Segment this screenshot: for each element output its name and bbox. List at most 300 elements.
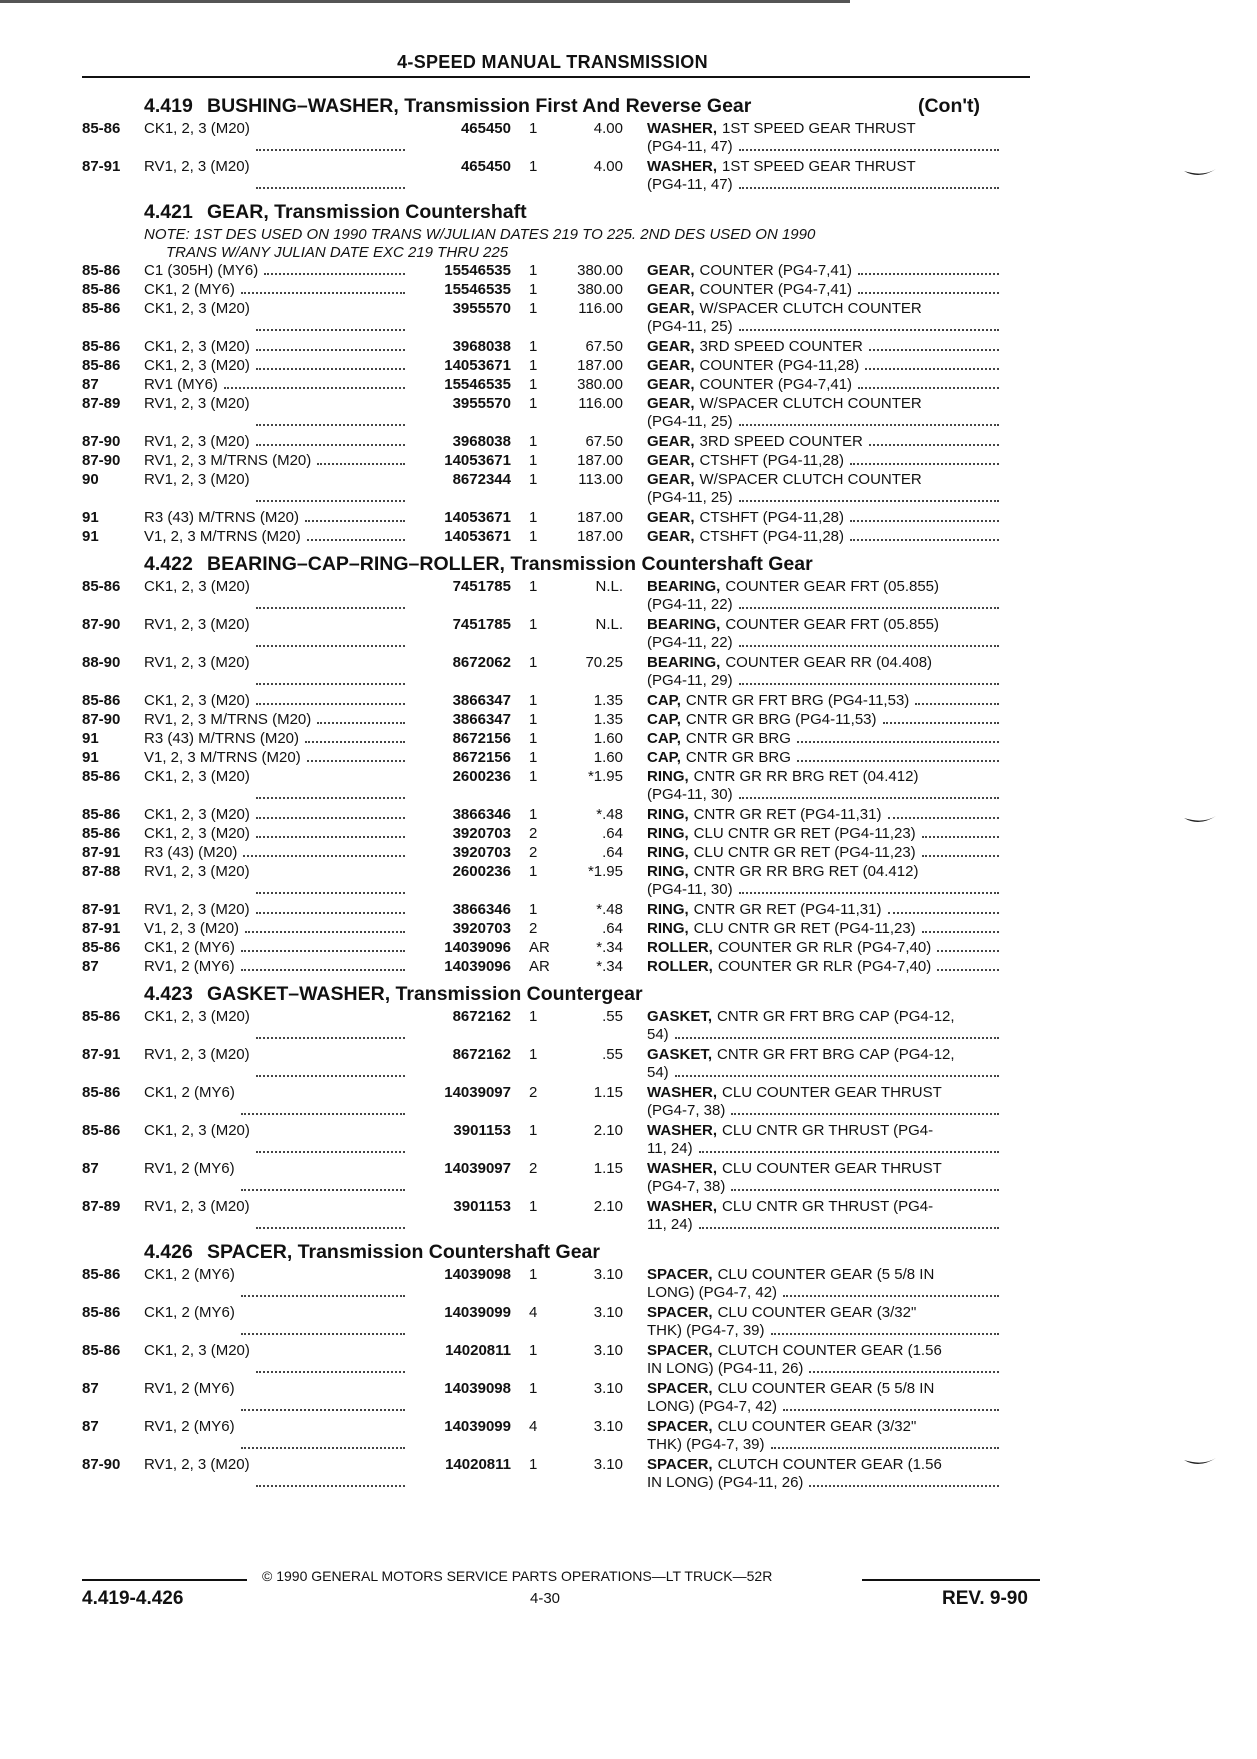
application	[144, 1342, 409, 1378]
part-type: GASKET,	[647, 1008, 713, 1025]
application	[144, 768, 409, 804]
part-row	[82, 395, 1042, 431]
price: 380.00	[577, 281, 623, 298]
price: 1.15	[593, 1160, 623, 1177]
price: 4.00	[593, 158, 623, 175]
leader-dots	[850, 509, 999, 522]
description-continued: 11, 24)	[647, 1216, 693, 1233]
binder-mark	[1183, 815, 1217, 827]
leader-dots	[256, 863, 405, 894]
description	[623, 1008, 999, 1044]
application	[144, 338, 409, 356]
quantity: AR	[529, 958, 550, 975]
description-text: CNTR GR FRT BRG CAP (PG4-12,	[717, 1008, 955, 1025]
description-text: CLU COUNTER GEAR (5 5/8 IN	[717, 1380, 935, 1397]
description-text: COUNTER GEAR FRT (05.855)	[725, 616, 940, 633]
application	[144, 1160, 409, 1196]
part-number: 3955570	[452, 300, 511, 317]
model-years: 87-91	[82, 1046, 121, 1063]
part-number: 14039097	[444, 1160, 511, 1177]
description	[623, 578, 999, 614]
model-years: 85-86	[82, 281, 121, 298]
part-type: GEAR,	[647, 528, 695, 545]
model-years: 87-90	[82, 616, 121, 633]
description-continued: (PG4-11, 30)	[647, 881, 733, 898]
part-row	[82, 768, 1042, 804]
description-line	[647, 1322, 999, 1340]
part-number: 14039097	[444, 1084, 511, 1101]
model-years: 91	[82, 730, 99, 747]
part-row	[82, 825, 1042, 843]
leader-dots	[264, 262, 405, 275]
price: *1.95	[587, 768, 623, 785]
price: 70.25	[585, 654, 623, 671]
description-line	[647, 692, 999, 710]
part-type: RING,	[647, 825, 689, 842]
part-number: 3968038	[452, 433, 511, 450]
leader-dots	[256, 692, 405, 705]
section-number: 4.419	[144, 95, 193, 117]
quantity: 1	[529, 749, 538, 766]
application	[144, 939, 409, 957]
quantity: 1	[529, 616, 538, 633]
part-number: 7451785	[452, 578, 511, 595]
leader-dots	[783, 1284, 999, 1297]
quantity: 1	[529, 395, 538, 412]
part-type: WASHER,	[647, 120, 718, 137]
description-line	[647, 958, 999, 976]
application	[144, 1122, 409, 1158]
application	[144, 158, 409, 194]
leader-dots	[739, 489, 999, 502]
application	[144, 749, 409, 767]
description-text: CNTR GR FRT BRG (PG4-11,53)	[685, 692, 910, 709]
application-text: CK1, 2, 3 (M20)	[144, 825, 250, 842]
model-years: 85-86	[82, 578, 121, 595]
description-text: CNTR GR BRG	[685, 730, 791, 747]
part-row	[82, 920, 1042, 938]
part-number: 14053671	[444, 528, 511, 545]
application	[144, 654, 409, 690]
part-number: 14053671	[444, 452, 511, 469]
price: 2.10	[593, 1198, 623, 1215]
leader-dots	[699, 1216, 999, 1229]
description-text: CNTR GR BRG	[685, 749, 791, 766]
part-type: GEAR,	[647, 300, 695, 317]
part-row	[82, 1380, 1042, 1416]
leader-dots	[797, 749, 999, 762]
description-line	[647, 1304, 999, 1322]
leader-dots	[305, 509, 405, 522]
price: 1.60	[593, 730, 623, 747]
description	[623, 509, 999, 527]
description-line	[647, 1084, 999, 1102]
model-years: 85-86	[82, 1008, 121, 1025]
section-title	[82, 1240, 1042, 1264]
footer-rule-right	[862, 1579, 1040, 1581]
application	[144, 120, 409, 156]
description-continued: 54)	[647, 1026, 669, 1043]
part-type: RING,	[647, 920, 689, 937]
part-type: GEAR,	[647, 452, 695, 469]
quantity: 1	[529, 1266, 538, 1283]
leader-dots	[243, 844, 405, 857]
description-line	[647, 176, 999, 194]
leader-dots	[731, 1178, 999, 1191]
application	[144, 395, 409, 431]
description-text: CLU COUNTER GEAR (3/32"	[717, 1418, 917, 1435]
description-line	[647, 1160, 999, 1178]
quantity: 1	[529, 158, 538, 175]
description-text: CTSHFT (PG4-11,28)	[699, 452, 844, 469]
part-type: GEAR,	[647, 262, 695, 279]
leader-dots	[858, 262, 999, 275]
leader-dots	[241, 281, 405, 294]
description-line	[647, 1342, 999, 1360]
leader-dots	[888, 806, 1000, 819]
part-type: ROLLER,	[647, 939, 713, 956]
description-line	[647, 1474, 999, 1492]
leader-dots	[850, 528, 999, 541]
quantity: 1	[529, 471, 538, 488]
leader-dots	[865, 357, 999, 370]
quantity: 1	[529, 1046, 538, 1063]
application-text: RV1, 2, 3 (M20)	[144, 901, 250, 918]
description	[623, 939, 999, 957]
description-line	[647, 1178, 999, 1196]
description-line	[647, 578, 999, 596]
part-number: 14039099	[444, 1304, 511, 1321]
description-line	[647, 471, 999, 489]
leader-dots	[771, 1322, 999, 1335]
application	[144, 1046, 409, 1082]
description-text: COUNTER (PG4-7,41)	[699, 262, 853, 279]
leader-dots	[883, 711, 1000, 724]
quantity: 2	[529, 1084, 538, 1101]
application	[144, 1198, 409, 1234]
application	[144, 281, 409, 299]
model-years: 85-86	[82, 1342, 121, 1359]
description	[623, 768, 999, 804]
leader-dots	[256, 1198, 405, 1229]
description	[623, 300, 999, 336]
leader-dots	[739, 881, 999, 894]
price: N.L.	[595, 578, 623, 595]
quantity: 1	[529, 262, 538, 279]
application-text: CK1, 2, 3 (M20)	[144, 806, 250, 823]
model-years: 87-91	[82, 901, 121, 918]
leader-dots	[256, 1122, 405, 1153]
application	[144, 1418, 409, 1454]
part-type: SPACER,	[647, 1342, 713, 1359]
description	[623, 376, 999, 394]
description-continued: (PG4-11, 30)	[647, 786, 733, 803]
application-text: RV1, 2, 3 M/TRNS (M20)	[144, 711, 312, 728]
part-number: 14020811	[445, 1342, 511, 1359]
part-row	[82, 509, 1042, 527]
scan-top-edge	[0, 0, 850, 3]
parts-list	[82, 94, 1042, 1498]
description-line	[647, 262, 999, 280]
leader-dots	[922, 825, 999, 838]
section-number: 4.422	[144, 553, 193, 575]
price: 1.15	[593, 1084, 623, 1101]
part-number: 465450	[460, 120, 511, 137]
description	[623, 433, 999, 451]
quantity: 1	[529, 863, 538, 880]
description-line	[647, 654, 999, 672]
quantity: 4	[529, 1304, 538, 1321]
description-line	[647, 939, 999, 957]
application-text: RV1, 2 (MY6)	[144, 958, 235, 975]
description-line	[647, 634, 999, 652]
description-line	[647, 1436, 999, 1454]
part-number: 14039098	[444, 1266, 511, 1283]
model-years: 85-86	[82, 1304, 121, 1321]
application	[144, 262, 409, 280]
part-type: SPACER,	[647, 1304, 713, 1321]
part-type: GEAR,	[647, 338, 695, 355]
application-text: V1, 2, 3 (M20)	[144, 920, 240, 937]
model-years: 91	[82, 528, 99, 545]
description-line	[647, 1266, 999, 1284]
binder-mark	[1183, 168, 1217, 180]
description-line	[647, 300, 999, 318]
part-number: 8672344	[452, 471, 511, 488]
part-row	[82, 357, 1042, 375]
description-text: CLU COUNTER GEAR (5 5/8 IN	[717, 1266, 935, 1283]
application-text: RV1, 2, 3 (M20)	[144, 863, 250, 880]
price: 380.00	[577, 262, 623, 279]
leader-dots	[731, 1102, 999, 1115]
price: .55	[602, 1008, 623, 1025]
part-row	[82, 528, 1042, 546]
model-years: 87	[82, 958, 99, 975]
description-line	[647, 318, 999, 336]
application-text: RV1, 2 (MY6)	[144, 1418, 235, 1435]
leader-dots	[256, 1008, 405, 1039]
part-row	[82, 338, 1042, 356]
section-note	[82, 226, 1024, 262]
quantity: 4	[529, 1418, 538, 1435]
application	[144, 578, 409, 614]
part-row	[82, 1008, 1042, 1044]
quantity: 2	[529, 825, 538, 842]
description	[623, 357, 999, 375]
leader-dots	[809, 1360, 999, 1373]
quantity: 1	[529, 120, 538, 137]
application-text: CK1, 2, 3 (M20)	[144, 338, 250, 355]
application-text: RV1, 2 (MY6)	[144, 1380, 235, 1397]
section-number: 4.426	[144, 1241, 193, 1263]
leader-dots	[739, 138, 999, 151]
model-years: 85-86	[82, 300, 121, 317]
quantity: AR	[529, 939, 550, 956]
leader-dots	[241, 1084, 405, 1115]
description-line	[647, 749, 999, 767]
application	[144, 1304, 409, 1340]
model-years: 85-86	[82, 357, 121, 374]
description	[623, 1122, 999, 1158]
part-row	[82, 376, 1042, 394]
part-row	[82, 1046, 1042, 1082]
quantity: 1	[529, 806, 538, 823]
description	[623, 338, 999, 356]
description-continued: (PG4-11, 29)	[647, 672, 733, 689]
part-type: RING,	[647, 901, 689, 918]
part-type: GEAR,	[647, 471, 695, 488]
price: .64	[602, 825, 623, 842]
section-title	[82, 552, 1042, 576]
description-line	[647, 1064, 999, 1082]
application-text: CK1, 2, 3 (M20)	[144, 1342, 250, 1359]
leader-dots	[858, 376, 999, 389]
leader-dots	[937, 939, 999, 952]
leader-dots	[256, 768, 405, 799]
price: 187.00	[577, 509, 623, 526]
quantity: 1	[529, 452, 538, 469]
description-text: CLU CNTR GR RET (PG4-11,23)	[693, 844, 916, 861]
part-type: GEAR,	[647, 281, 695, 298]
part-row	[82, 120, 1042, 156]
application	[144, 616, 409, 652]
application-text: RV1, 2, 3 (M20)	[144, 471, 250, 488]
model-years: 87-90	[82, 433, 121, 450]
description-text: 3RD SPEED COUNTER	[699, 338, 863, 355]
model-years: 87-90	[82, 1456, 121, 1473]
quantity: 1	[529, 901, 538, 918]
description-line	[647, 616, 999, 634]
price: .64	[602, 844, 623, 861]
description	[623, 158, 999, 194]
description-continued: (PG4-11, 22)	[647, 596, 733, 613]
part-number: 3866347	[452, 711, 511, 728]
part-type: SPACER,	[647, 1456, 713, 1473]
description-continued: 54)	[647, 1064, 669, 1081]
part-number: 8672062	[452, 654, 511, 671]
section-4-419	[82, 94, 1042, 194]
part-row	[82, 749, 1042, 767]
model-years: 87	[82, 1380, 99, 1397]
model-years: 87-91	[82, 844, 121, 861]
description-line	[647, 596, 999, 614]
part-number: 15546535	[444, 262, 511, 279]
part-row	[82, 616, 1042, 652]
application	[144, 357, 409, 375]
description-line	[647, 863, 999, 881]
leader-dots	[739, 176, 999, 189]
description-continued: (PG4-11, 22)	[647, 634, 733, 651]
application	[144, 376, 409, 394]
part-number: 8672156	[452, 749, 511, 766]
leader-dots	[256, 300, 405, 331]
description-text: CLU CNTR GR RET (PG4-11,23)	[693, 920, 916, 937]
description-text: CNTR GR RET (PG4-11,31)	[693, 806, 882, 823]
quantity: 1	[529, 1122, 538, 1139]
part-number: 3920703	[452, 825, 511, 842]
leader-dots	[256, 357, 405, 370]
description-continued: (PG4-7, 38)	[647, 1178, 726, 1195]
section-name: BEARING–CAP–RING–ROLLER, Transmission Countershaft Gear	[207, 553, 813, 575]
price: *.48	[596, 806, 623, 823]
quantity: 1	[529, 528, 538, 545]
part-type: CAP,	[647, 711, 681, 728]
application-text: CK1, 2 (MY6)	[144, 1084, 235, 1101]
application-text: R3 (43) M/TRNS (M20)	[144, 730, 300, 747]
description-text: W/SPACER CLUTCH COUNTER	[699, 395, 922, 412]
application-text: C1 (305H) (MY6)	[144, 262, 259, 279]
model-years: 85-86	[82, 1266, 121, 1283]
application-text: RV1, 2, 3 M/TRNS (M20)	[144, 452, 312, 469]
description-text: 1ST SPEED GEAR THRUST	[722, 120, 916, 137]
part-number: 14039096	[444, 939, 511, 956]
part-number: 14039096	[444, 958, 511, 975]
application	[144, 711, 409, 729]
leader-dots	[809, 1474, 999, 1487]
part-row	[82, 300, 1042, 336]
model-years: 85-86	[82, 262, 121, 279]
description-line	[647, 1456, 999, 1474]
description-text: CLUTCH COUNTER GEAR (1.56	[717, 1342, 942, 1359]
price: 67.50	[585, 338, 623, 355]
part-type: GASKET,	[647, 1046, 713, 1063]
leader-dots	[256, 158, 405, 189]
application	[144, 825, 409, 843]
application	[144, 1008, 409, 1044]
application-text: RV1 (MY6)	[144, 376, 218, 393]
application-text: RV1, 2, 3 (M20)	[144, 395, 250, 412]
part-row	[82, 730, 1042, 748]
application	[144, 1456, 409, 1492]
part-number: 3866347	[452, 692, 511, 709]
part-type: GEAR,	[647, 433, 695, 450]
application	[144, 920, 409, 938]
description-line	[647, 1198, 999, 1216]
price: *.48	[596, 901, 623, 918]
leader-dots	[256, 433, 405, 446]
price: 1.60	[593, 749, 623, 766]
leader-dots	[256, 395, 405, 426]
quantity: 1	[529, 376, 538, 393]
description-text: 1ST SPEED GEAR THRUST	[722, 158, 916, 175]
description-text: CNTR GR RET (PG4-11,31)	[693, 901, 882, 918]
description-text: CLU CNTR GR THRUST (PG4-	[722, 1122, 934, 1139]
price: 113.00	[578, 471, 623, 488]
quantity: 1	[529, 578, 538, 595]
leader-dots	[888, 901, 1000, 914]
part-row	[82, 1160, 1042, 1196]
application-text: R3 (43) (M20)	[144, 844, 238, 861]
part-type: WASHER,	[647, 1122, 718, 1139]
description-text: CNTR GR BRG (PG4-11,53)	[685, 711, 877, 728]
part-row	[82, 452, 1042, 470]
application-text: V1, 2, 3 M/TRNS (M20)	[144, 749, 301, 766]
part-type: WASHER,	[647, 1160, 718, 1177]
price: 1.35	[593, 711, 623, 728]
description-line	[647, 158, 999, 176]
part-number: 2600236	[452, 768, 511, 785]
part-type: CAP,	[647, 749, 681, 766]
part-row	[82, 1266, 1042, 1302]
quantity: 1	[529, 1380, 538, 1397]
description-line	[647, 281, 999, 299]
description	[623, 471, 999, 507]
footer-rule-left	[82, 1579, 247, 1581]
part-row	[82, 1418, 1042, 1454]
description-line	[647, 138, 999, 156]
description	[623, 825, 999, 843]
application	[144, 844, 409, 862]
